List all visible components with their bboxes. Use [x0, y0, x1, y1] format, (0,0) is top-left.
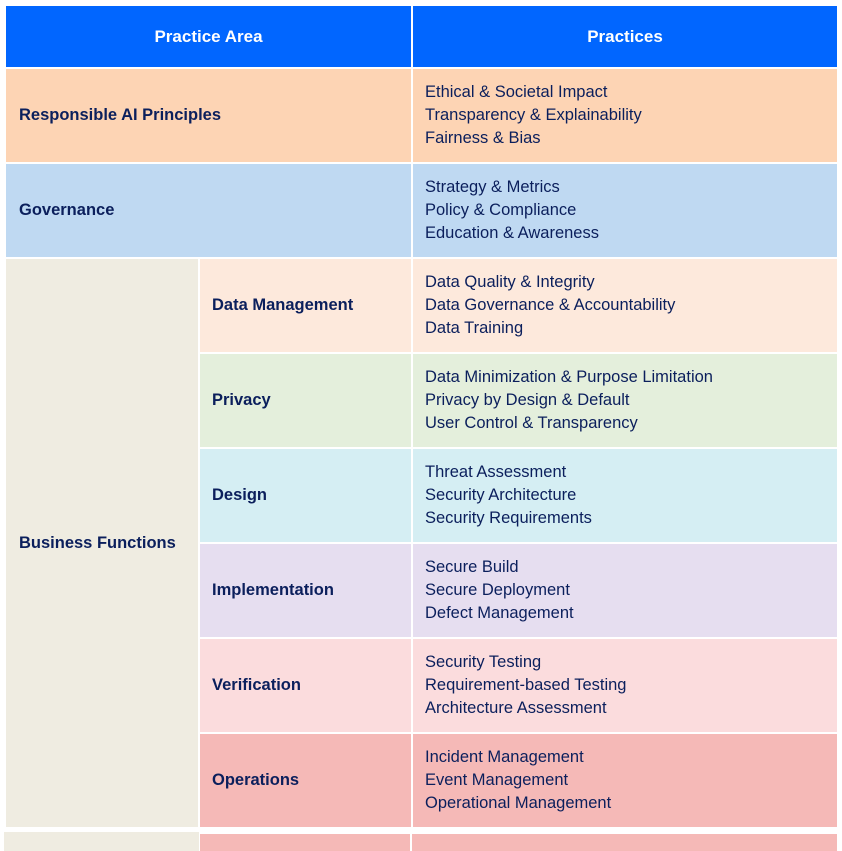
header-practice-area: Practice Area — [5, 5, 412, 68]
header-practices: Practices — [412, 5, 838, 68]
practice-item: Policy & Compliance — [425, 201, 577, 219]
practice-item: Education & Awareness — [425, 224, 599, 242]
subarea-privacy: Privacy — [199, 353, 412, 448]
practice-item: Privacy by Design & Default — [425, 391, 630, 409]
practice-item: Secure Build — [425, 558, 519, 576]
next-row-strip — [200, 832, 837, 851]
practice-item: Secure Deployment — [425, 581, 570, 599]
header-row — [5, 5, 838, 68]
practices-implementation — [412, 543, 838, 638]
subarea-verification: Verification — [199, 638, 412, 733]
practice-item: Security Architecture — [425, 486, 577, 504]
practice-item: Defect Management — [425, 604, 574, 622]
practice-item: Operational Management — [425, 794, 612, 812]
practice-item: Security Requirements — [425, 509, 592, 527]
practices-governance — [412, 163, 838, 258]
row-data-management — [5, 258, 838, 353]
practice-item: Requirement-based Testing — [425, 676, 627, 694]
practices-design — [412, 448, 838, 543]
practice-item: Fairness & Bias — [425, 129, 541, 147]
practices-privacy — [412, 353, 838, 448]
practices-data-management — [412, 258, 838, 353]
practice-item: Data Minimization & Purpose Limitation — [425, 368, 713, 386]
subarea-design: Design — [199, 448, 412, 543]
practice-item: Architecture Assessment — [425, 699, 607, 717]
practice-item: User Control & Transparency — [425, 414, 638, 432]
practices-operations — [412, 733, 838, 828]
practice-item: Data Quality & Integrity — [425, 273, 595, 291]
column-divider — [410, 832, 412, 851]
practices-verification — [412, 638, 838, 733]
practice-item: Data Training — [425, 319, 524, 337]
area-responsible-ai: Responsible AI Principles — [5, 68, 412, 163]
row-governance — [5, 163, 838, 258]
subarea-implementation: Implementation — [199, 543, 412, 638]
practice-item: Incident Management — [425, 748, 584, 766]
practice-item: Ethical & Societal Impact — [425, 83, 608, 101]
subarea-operations: Operations — [199, 733, 412, 828]
business-functions-continuation — [4, 832, 199, 851]
row-responsible-ai — [5, 68, 838, 163]
practice-table — [4, 4, 839, 829]
practice-item: Event Management — [425, 771, 569, 789]
practice-item: Data Governance & Accountability — [425, 296, 676, 314]
practice-item: Strategy & Metrics — [425, 178, 560, 196]
area-governance: Governance — [5, 163, 412, 258]
practice-item: Transparency & Explainability — [425, 106, 642, 124]
practices-responsible-ai — [412, 68, 838, 163]
area-business-functions: Business Functions — [5, 258, 199, 828]
subarea-data-management: Data Management — [199, 258, 412, 353]
practice-item: Threat Assessment — [425, 463, 567, 481]
practice-item: Security Testing — [425, 653, 542, 671]
